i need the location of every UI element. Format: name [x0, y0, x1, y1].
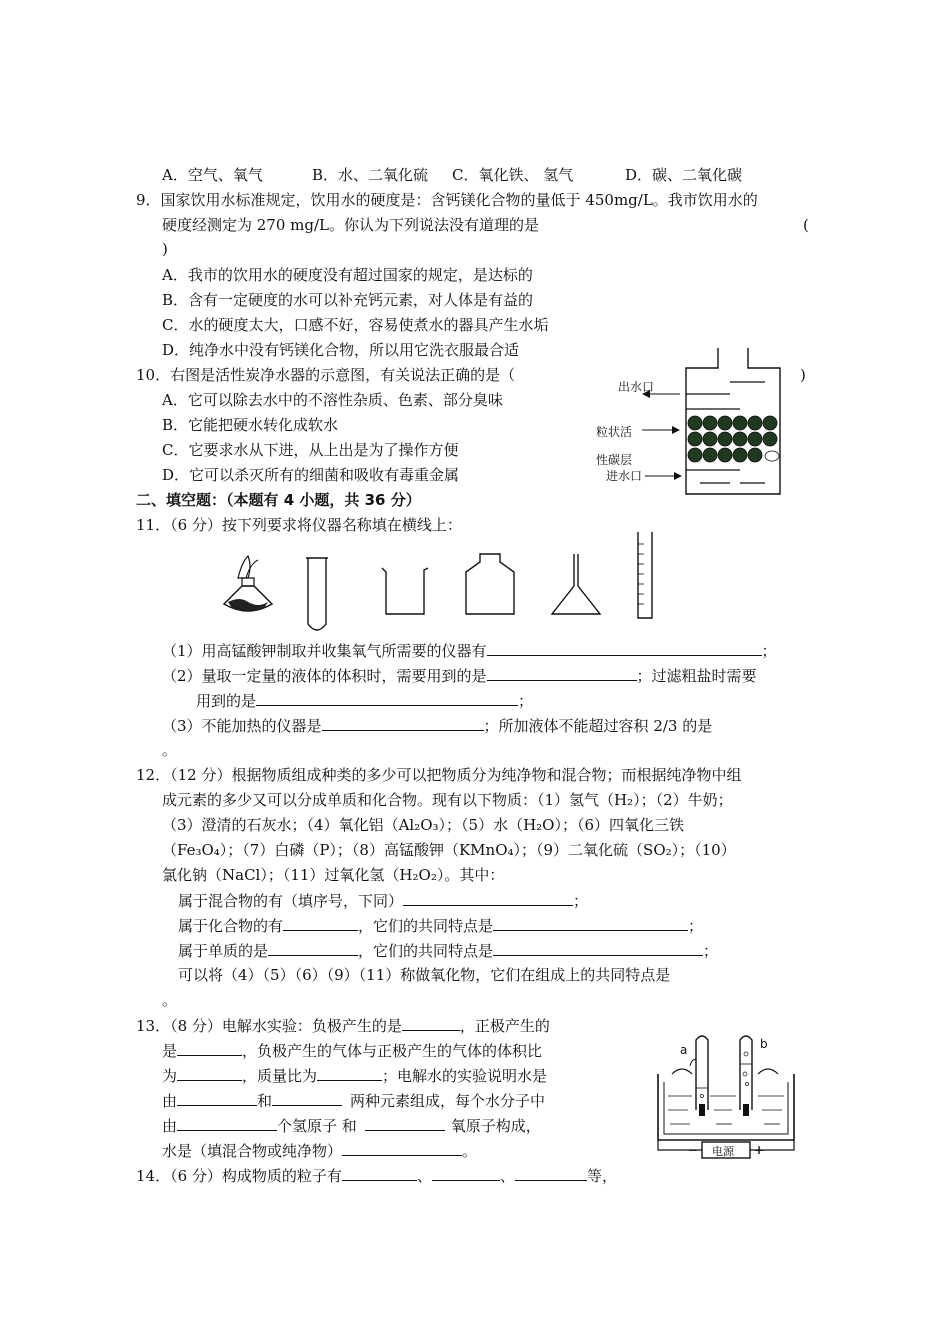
funnel-icon	[548, 552, 604, 618]
q14-blank-3[interactable]	[515, 1165, 587, 1181]
negative-terminal-label: −	[688, 1143, 699, 1157]
graduated-cylinder-icon	[634, 530, 656, 622]
q12-blank-element[interactable]	[268, 940, 358, 956]
q13-blank-3[interactable]	[177, 1065, 242, 1081]
q9-paren-open: (	[803, 216, 809, 234]
q11-blank-1[interactable]	[487, 640, 762, 656]
q12-compound: 属于化合物的有 ，它们的共同特点是 ；	[178, 917, 704, 935]
q12-blank-compound-feature[interactable]	[493, 915, 688, 931]
q12-blank-element-feature[interactable]	[493, 940, 703, 956]
q13-line6: 水是（填混合物或纯净物） 。	[162, 1142, 478, 1160]
q11-part3: （3）不能加热的仪器是 ；所加液体不能超过容积 2/3 的是	[162, 717, 713, 735]
wide-mouth-bottle-icon	[462, 552, 518, 618]
q9-option-c: C．水的硬度太大，口感不好，容易使煮水的器具产生水垢	[162, 316, 549, 334]
q12-mixture: 属于混合物的有（填序号，下同） ；	[178, 892, 589, 910]
q10-option-c: C．它要求水从下进，从上出是为了操作方便	[162, 441, 459, 459]
q13-line1: 13．（8 分）电解水实验：负极产生的是 ，正极产生的	[136, 1017, 550, 1035]
purifier-outlet-label: 出水口	[618, 380, 655, 394]
q12-oxide-end: 。	[162, 991, 178, 1009]
tube-b-label: b	[760, 1037, 768, 1051]
q9-stem-line2: 硬度经测定为 270 mg/L。你认为下列说法没有道理的是	[162, 216, 540, 234]
q8-option-c: C．氧化铁、 氢气	[452, 166, 574, 184]
q13-blank-2[interactable]	[177, 1040, 242, 1056]
q10-stem: 10．右图是活性炭净水器的示意图，有关说法正确的是（	[136, 366, 516, 384]
q13-line2: 是 ，负极产生的气体与正极产生的气体的体积比	[162, 1042, 543, 1060]
purifier-carbon-label-1: 粒状活	[596, 425, 633, 439]
q13-blank-4[interactable]	[317, 1065, 382, 1081]
water-purifier-diagram	[590, 346, 810, 496]
q9-option-a: A．我市的饮用水的硬度没有超过国家的规定，是达标的	[162, 266, 533, 284]
positive-terminal-label: +	[754, 1143, 765, 1157]
q13-blank-1[interactable]	[402, 1015, 460, 1031]
q10-option-d: D．它可以杀灭所有的细菌和吸收有毒重金属	[162, 466, 460, 484]
q9-option-b: B．含有一定硬度的水可以补充钙元素，对人体是有益的	[162, 291, 534, 309]
q14-blank-1[interactable]	[342, 1165, 417, 1181]
tube-a-label: a	[680, 1043, 688, 1057]
q13-blank-8[interactable]	[365, 1115, 445, 1131]
q12-line5: 氯化钠（NaCl）；（11）过氧化氢（H₂O₂）。其中：	[162, 866, 505, 884]
q10-option-b: B．它能把硬水转化成软水	[162, 416, 339, 434]
q9-option-d: D．纯净水中没有钙镁化合物，所以用它洗衣服最合适	[162, 341, 520, 359]
q9-stem-line1: 9．国家饮用水标准规定，饮用水的硬度是：含钙镁化合物的量低于 450mg/L。我市饮用水的	[136, 191, 758, 209]
q11-blank-2[interactable]	[487, 665, 637, 681]
q8-option-d: D．碳、二氧化碳	[625, 166, 743, 184]
q13-line3: 为 ，质量比为 ；电解水的实验说明水是	[162, 1067, 548, 1085]
section-2-heading: 二、填空题：（本题有 4 小题，共 36 分）	[136, 491, 421, 509]
q14-blank-2[interactable]	[432, 1165, 500, 1181]
q11-part1: （1）用高锰酸钾制取并收集氧气所需要的仪器有 ；	[162, 642, 777, 660]
alcohol-lamp-icon	[218, 552, 278, 622]
q13-blank-9[interactable]	[342, 1140, 462, 1156]
q12-line4: （Fe₃O₄）；（7）白磷（P）；（8）高锰酸钾（KMnO₄）；（9）二氧化硫（SO₂）；（10）	[162, 841, 736, 859]
q13-blank-7[interactable]	[177, 1115, 277, 1131]
q8-option-b: B．水、二氧化硫	[312, 166, 429, 184]
q11-part2-cont: 用到的是 ；	[196, 692, 534, 710]
q12-line1: 12．（12 分）根据物质组成种类的多少可以把物质分为纯净物和混合物；而根据纯净物中组	[136, 766, 742, 784]
q11-blank-3[interactable]	[256, 690, 518, 706]
electrolysis-diagram	[652, 1030, 802, 1160]
power-source-label: 电源	[712, 1145, 734, 1158]
q13-blank-6[interactable]	[272, 1090, 342, 1106]
q10-paren-close: )	[800, 366, 806, 384]
beaker-icon	[380, 566, 430, 618]
q11-stem: 11．（6 分）按下列要求将仪器名称填在横线上：	[136, 516, 462, 534]
q11-blank-4[interactable]	[322, 715, 484, 731]
q14-stem: 14．（6 分）构成物质的粒子有 、 、 等，	[136, 1167, 617, 1185]
q13-line5: 由 个氢原子 和 氧原子构成，	[162, 1117, 541, 1135]
q9-paren-close: )	[162, 240, 168, 258]
q12-oxide: 可以将（4）（5）（6）（9）（11）称做氧化物，它们在组成上的共同特点是	[178, 966, 671, 984]
q10-option-a: A．它可以除去水中的不溶性杂质、色素、部分臭味	[162, 391, 503, 409]
purifier-inlet-label: 进水口	[606, 469, 643, 483]
q11-part2: （2）量取一定量的液体的体积时，需要用到的是 ；过滤粗盐时需要	[162, 667, 757, 685]
q12-blank-compound[interactable]	[283, 915, 358, 931]
q12-element: 属于单质的是 ，它们的共同特点是 ；	[178, 942, 719, 960]
q12-blank-mixture[interactable]	[403, 890, 573, 906]
q13-blank-5[interactable]	[177, 1090, 257, 1106]
purifier-carbon-label-2: 性碳层	[596, 453, 633, 467]
q11-part3-end: 。	[162, 741, 178, 759]
q12-line3: （3）澄清的石灰水；（4）氧化铝（Al₂O₃）；（5）水（H₂O）；（6）四氧化三铁	[162, 816, 685, 834]
q13-line4: 由 和 两种元素组成，每个水分子中	[162, 1092, 546, 1110]
q12-line2: 成元素的多少又可以分成单质和化合物。现有以下物质：（1）氢气（H₂）；（2）牛奶；	[162, 791, 733, 809]
test-tube-icon	[302, 556, 332, 636]
q8-option-a: A．空气、氧气	[162, 166, 263, 184]
